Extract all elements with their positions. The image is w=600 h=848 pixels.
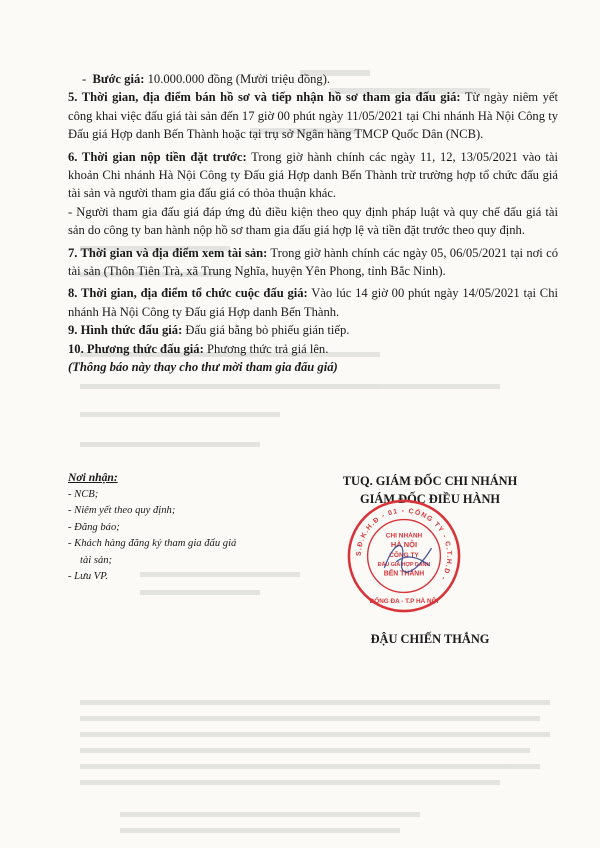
stamp-line-3: CÔNG TY <box>389 551 419 559</box>
signature-line-2: GIÁM ĐỐC ĐIỀU HÀNH <box>359 492 501 506</box>
document-body <box>68 70 558 377</box>
recipient-item: - NCB; <box>68 488 99 500</box>
stamp-line-1: CHI NHÁNH <box>385 532 423 540</box>
bid-step-line: - Bước giá: 10.000.000 đồng (Mười triệu đồng). <box>82 72 331 86</box>
stamp-line-4: ĐẤU GIÁ HỢP DANH <box>377 561 431 568</box>
notice-line: (Thông báo này thay cho thư mời tham gia đấu giá) <box>68 360 338 375</box>
stamp-ring-text: ĐỐNG ĐA - T.P HÀ NỘI <box>369 598 439 606</box>
section-10: 10. Phương thức đấu giá: Phương thức trả giá lên. <box>68 341 329 356</box>
recipient-item: tài sản; <box>80 554 113 566</box>
company-seal-stamp <box>345 497 463 615</box>
section-6: 6. Thời gian nộp tiền đặt trước: Trong giờ hành chính các ngày 11, 12, 13/05/2021 vào tài khoản Chi nhánh Hà Nội Công ty Đấu giá Hợp danh Bến Thành trừ trường hợp tổ chức đấu giá tài sản và người tham gia đấu giá có thỏa thuận khác. <box>68 149 559 201</box>
recipients-block <box>68 470 278 586</box>
recipients-title: Nơi nhận: <box>68 471 118 484</box>
signature-line-1: TUQ. GIÁM ĐỐC CHI NHÁNH <box>342 474 518 488</box>
recipient-item: - Khách hàng đăng ký tham gia đấu giá <box>68 538 237 549</box>
recipient-item: - Lưu VP. <box>68 571 109 582</box>
section-8: 8. Thời gian, địa điểm tổ chức cuộc đấu giá: Vào lúc 14 giờ 00 phút ngày 14/05/2021 tại Chi nhánh Hà Nội Công ty Đấu giá Hợp danh Bến Thành. <box>68 286 558 319</box>
section-7: 7. Thời gian và địa điểm xem tài sản: Trong giờ hành chính các ngày 05, 06/05/2021 tại nơi có tài sản (Thôn Tiên Trà, xã Trung Nghĩa, huyện Yên Phong, tỉnh Bắc Ninh). <box>68 245 558 279</box>
section-6-note: - Người tham gia đấu giá đáp ứng đủ điều kiện theo quy định pháp luật và quy chế đấu giá tài sản do công ty ban hành nộp hồ sơ tham gia đấu giá hợp lệ và tiền đặt trước theo quy định. <box>68 204 558 238</box>
recipient-item: - Đăng báo; <box>68 521 120 533</box>
stamp-line-2: HÀ NỘI <box>390 540 418 550</box>
signer-name: ĐẬU CHIẾN THẮNG <box>370 632 490 646</box>
recipient-item: - Niêm yết theo quy định; <box>68 505 176 516</box>
section-9: 9. Hình thức đấu giá: Đấu giá bằng bỏ phiếu gián tiếp. <box>68 323 350 338</box>
svg-text:S.Đ.K.H.Đ - 01 - CÔNG TY - C.T: S.Đ.K.H.Đ - 01 - CÔNG TY - C.T.H.D - <box>355 507 453 582</box>
stamp-line-5: BẾN THÀNH <box>383 570 425 578</box>
section-5: 5. Thời gian, địa điểm bán hồ sơ và tiếp nhận hồ sơ tham gia đấu giá: Từ ngày niêm yết công khai việc đấu giá tài sản đến 17 giờ 00 phút ngày 11/05/2021 tại Chi nhánh Hà Nội Công ty Đấu giá Hợp danh Bến Thành hoặc tại trụ sở Ngân hàng TMCP Quốc Dân (NCB). <box>68 90 558 142</box>
